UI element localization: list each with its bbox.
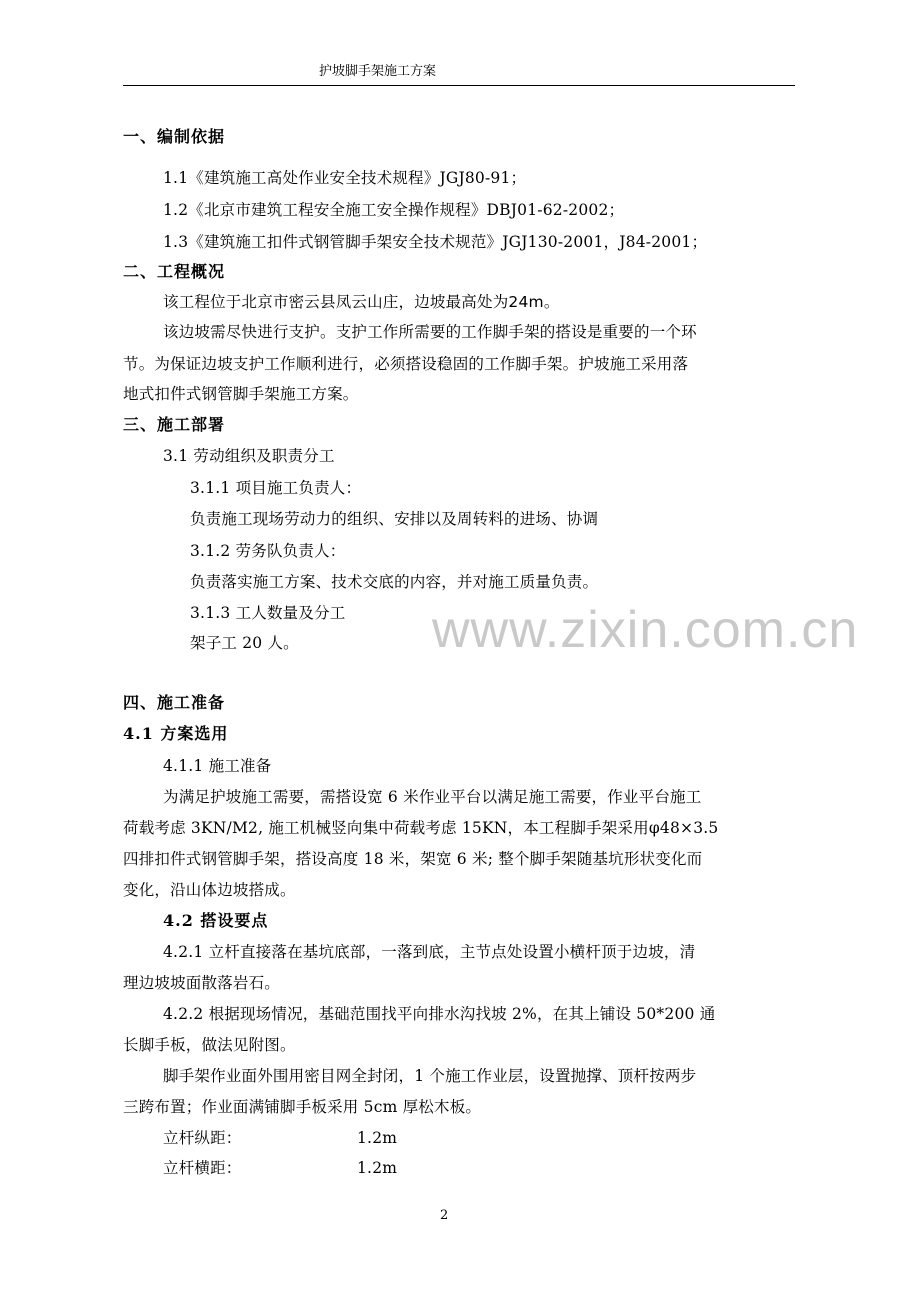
overview-location-text: 该工程位于北京市密云县凤云山庄，边坡最高处为 (163, 293, 509, 311)
overview-period: 。 (543, 293, 560, 311)
page-number: 2 (440, 1208, 449, 1223)
overview-paragraph-line: 节。为保证边坡支护工作顺利进行，必须搭设稳固的工作脚手架。护坡施工采用落 (123, 355, 689, 373)
subsection-line: 负责落实施工方案、技术交底的内容，并对施工质量负责。 (190, 573, 599, 591)
spec-label: 立杆纵距： (163, 1129, 242, 1147)
overview-paragraph-line: 地式扣件式钢管脚手架施工方案。 (123, 385, 359, 403)
erection-paragraph-line: 4.2.1 立杆直接落在基坑底部，一落到底，主节点处设置小横杆顶于边坡，清 (163, 943, 696, 961)
overview-paragraph-line: 该边坡需尽快进行支护。支护工作所需要的工作脚手架的搭设是重要的一个环 (163, 323, 697, 341)
preparation-paragraph-line: 四排扣件式钢管脚手架，搭设高度 18 米，架宽 6 米; 整个脚手架随基坑形状变化而 (123, 850, 703, 868)
subsection-line: 3.1.2 劳务队负责人： (190, 542, 346, 560)
max-height-value: 24m (508, 293, 544, 311)
erection-paragraph-line: 长脚手板，做法见附图。 (123, 1036, 296, 1054)
spec-row (163, 1128, 463, 1148)
spec-row (163, 1158, 463, 1178)
section-2-heading: 二、工程概况 (123, 262, 226, 281)
subsection-line: 3.1.1 项目施工负责人： (190, 479, 362, 497)
spec-value: 1.2m (357, 1159, 398, 1177)
section-4-heading: 四、施工准备 (123, 693, 226, 712)
header-rule (123, 85, 795, 86)
section-1-heading: 一、编制依据 (123, 127, 226, 146)
subsection-line: 3.1.3 工人数量及分工 (190, 604, 346, 622)
overview-paragraph-1 (163, 292, 560, 312)
preparation-paragraph-line: 荷载考虑 3KN/M2, 施工机械竖向集中荷载考虑 15KN，本工程脚手架采用φ48×3.5 (123, 819, 719, 837)
subsection-4-1-1-heading: 4.1.1 施工准备 (163, 757, 272, 775)
spec-label: 立杆横距： (163, 1159, 242, 1177)
erection-paragraph-line: 脚手架作业面外围用密目网全封闭，1 个施工作业层，设置抛撑、顶杆按两步 (163, 1067, 697, 1085)
section-3-heading: 三、施工部署 (123, 415, 226, 434)
erection-paragraph-line: 理边坡坡面散落岩石。 (123, 974, 281, 992)
spec-value: 1.2m (357, 1129, 398, 1147)
subsection-4-2-heading: 4.2 搭设要点 (163, 911, 269, 930)
erection-paragraph-line: 4.2.2 根据现场情况，基础范围找平向排水沟找坡 2%，在其上铺设 50*200 通 (163, 1005, 716, 1023)
subsection-line: 架子工 20 人。 (190, 634, 299, 652)
preparation-paragraph-line: 为满足护坡施工需要，需搭设宽 6 米作业平台以满足施工需要，作业平台施工 (163, 788, 702, 806)
reference-item: 1.2《北京市建筑工程安全施工安全操作规程》DBJ01-62-2002； (163, 201, 625, 219)
subsection-4-1-heading: 4.1 方案选用 (123, 724, 229, 743)
erection-paragraph-line: 三跨布置；作业面满铺脚手板采用 5cm 厚松木板。 (123, 1098, 482, 1116)
reference-item: 1.1《建筑施工高处作业安全技术规程》JGJ80-91； (163, 169, 527, 187)
subsection-line: 负责施工现场劳动力的组织、安排以及周转料的进场、协调 (190, 510, 599, 528)
running-header-title: 护坡脚手架施工方案 (319, 64, 437, 79)
subsection-heading: 3.1 劳动组织及职责分工 (163, 447, 335, 465)
reference-item: 1.3《建筑施工扣件式钢管脚手架安全技术规范》JGJ130-2001，J84-2001； (163, 233, 708, 251)
preparation-paragraph-line: 变化，沿山体边坡搭成。 (123, 881, 296, 899)
watermark: www.zixin.com.cn (432, 601, 859, 659)
